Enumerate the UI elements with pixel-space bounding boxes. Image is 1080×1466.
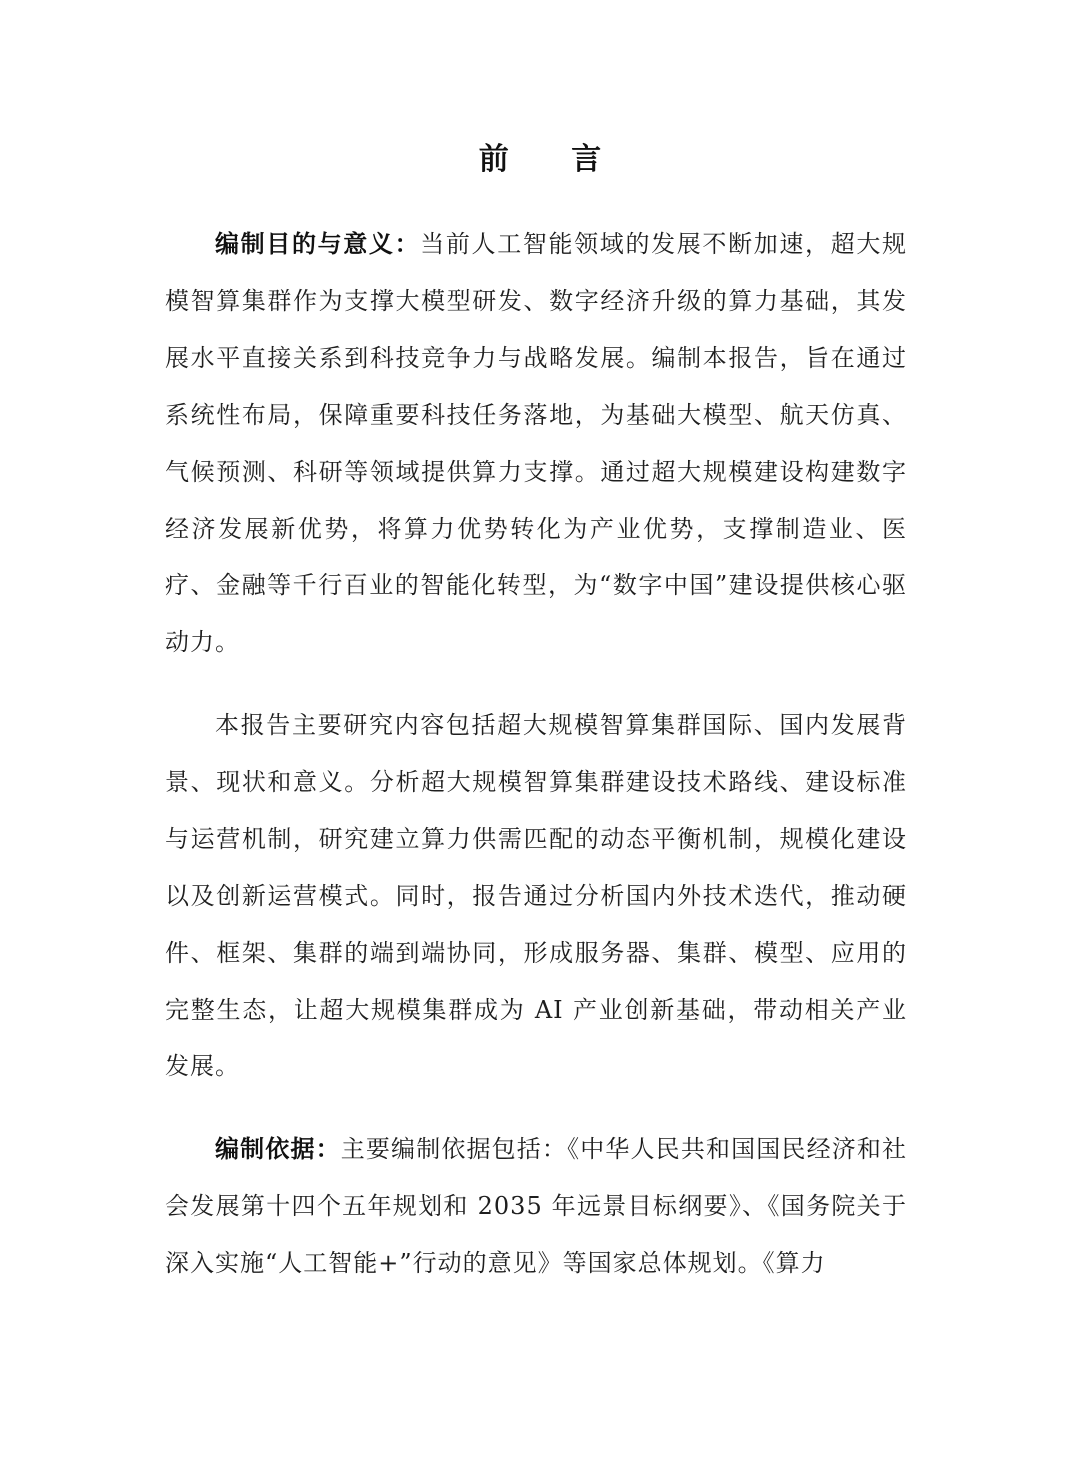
paragraph-lead: 编制目的与意义： (215, 230, 421, 258)
paragraph-text: 当前人工智能领域的发展不断加速，超大规模智算集群作为支撑大模型研发、数字经济升级的算力基础，其发展水平直接关系到科技竞争力与战略发展。编制本报告，旨在通过系统性布局，保障重要科技任务落地，为基础大模型、航天仿真、气候预测、科研等领域提供算力支撑。通过超大规模建设构建数字经济发展新优势，将算力优势转化为产业优势，支撑制造业、医疗、金融等千行百业的智能化转型，为“数字中国”建设提供核心驱动力。 (165, 230, 908, 657)
paragraph-text: 主要编制依据包括：《中华人民共和国国民经济和社会发展第十四个五年规划和 2035 年远景目标纲要》、《国务院关于深入实施“人工智能+”行动的意见》等国家总体规划。《算力 (165, 1135, 908, 1277)
page-title: 前 言 (478, 142, 628, 177)
paragraph-purpose (165, 216, 907, 671)
paragraph-basis (165, 1121, 907, 1292)
paragraph-lead: 编制依据： (215, 1135, 341, 1163)
paragraph-text: 本报告主要研究内容包括超大规模智算集群国际、国内发展背景、现状和意义。分析超大规模智算集群建设技术路线、建设标准与运营机制，研究建立算力供需匹配的动态平衡机制，规模化建设以及创新运营模式。同时，报告通过分析国内外技术迭代，推动硬件、框架、集群的端到端协同，形成服务器、集群、模型、应用的完整生态，让超大规模集群成为 AI 产业创新基础，带动相关产业发展。 (165, 711, 907, 1081)
paragraph-content (165, 697, 907, 1095)
